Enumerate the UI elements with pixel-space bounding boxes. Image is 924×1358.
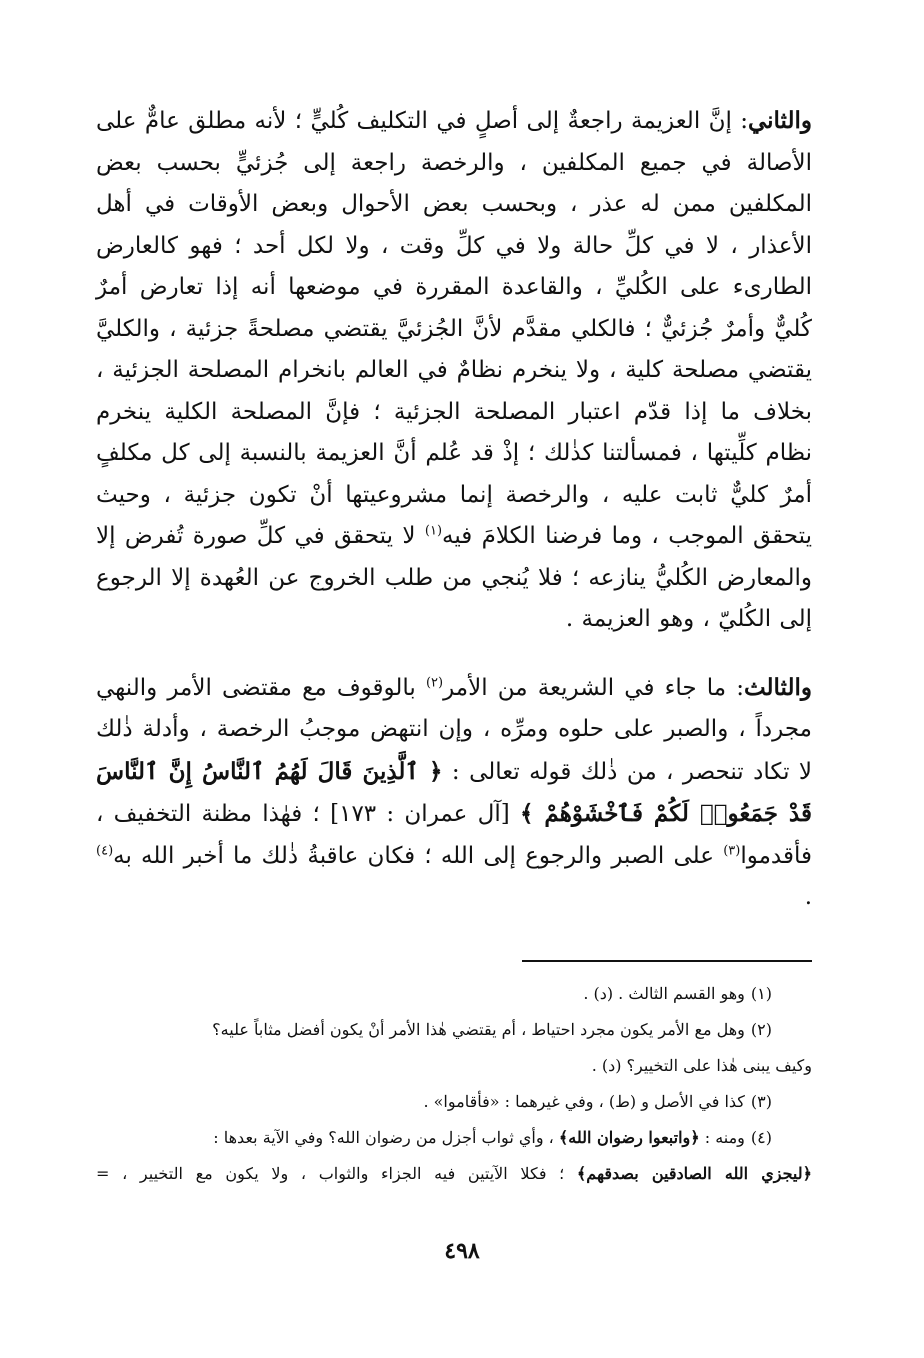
paragraph-second <box>96 100 812 641</box>
footnote-text: وهو القسم الثالث . (د) . <box>583 984 745 1003</box>
quran-verse: ﴿ ٱلَّذِينَ قَالَ لَهُمُ ٱلنَّاسُ إِنَّ ٱلنَّاسَ قَدْ جَمَعُوا۟ لَكُمْ فَٱخْشَوْهُمْ ﴾ <box>96 757 812 827</box>
footnote-ref: (٣) <box>723 842 741 858</box>
paragraph-text: بالوقوف مع مقتضى الأمر والنهي مجرداً ، والصبر على حلوه ومرِّه ، وإن انتهض موجبُ الرخصة ، وأدلة ذٰلك لا تكاد تنحصر ، من ذٰلك قوله تعالى : <box>96 674 812 785</box>
page-number: ٤٩٨ <box>444 1238 480 1264</box>
footnote-number: (٣) <box>750 1092 772 1111</box>
footnote-3 <box>96 1084 812 1120</box>
footnote-text: وهل مع الأمر يكون مجرد احتياط ، أم يقتضي هٰذا الأمر أنْ يكون أفضل مثاباً عليه؟ <box>212 1020 745 1039</box>
footnote-text: كذا في الأصل و (ط) ، وفي غيرهما : «فأقاموا» . <box>423 1092 745 1111</box>
footnote-4 <box>96 1120 812 1156</box>
paragraph-lead: والثالث <box>743 673 812 701</box>
footnote-4-continued <box>96 1156 812 1192</box>
footnote-2-continued <box>96 1048 812 1084</box>
paragraph-text: : إنَّ العزيمة راجعةٌ إلى أصلٍ في التكليف كُليٍّ ؛ لأنه مطلق عامٌّ على الأصالة في جميع المكلفين ، والرخصة راجعة إلى جُزئيٍّ بحسب بعض المكلفين ممن له عذر ، وبحسب بعض الأحوال وبعض الأوقات في أهل الأعذار ، لا في كلِّ حالة ولا في كلِّ وقت ، ولا لكل أحد ؛ فهو كالعارض الطارىء على الكُليِّ ، والقاعدة المقررة في موضعها أنه إذا تعارض أمرٌ كُليٌّ وأمرٌ جُزئيٌّ ؛ فالكلي مقدَّم لأنَّ الجُزئيَّ يقتضي مصلحةً جزئية ، والكليَّ يقتضي مصلحة كلية ، ولا ينخرم نظامٌ في العالم بانخرام المصلحة الجزئية ، بخلاف ما إذا قدّم اعتبار المصلحة الجزئية ؛ فإنَّ المصلحة الكلية ينخرم نظام كلِّيتها ، فمسألتنا كذٰلك ؛ إذْ قد عُلم أنَّ العزيمة بالنسبة إلى كل مكلفٍ أمرٌ كليٌّ ثابت عليه ، والرخصة إنما مشروعيتها أنْ تكون جزئية ، وحيث يتحقق الموجب ، وما فرضنا الكلامَ فيه <box>96 108 812 549</box>
footnotes <box>96 976 812 1192</box>
paragraph-text: : ما جاء في الشريعة من الأمر <box>443 674 744 701</box>
footnote-ref: (١) <box>424 523 443 539</box>
footnote-separator <box>522 960 812 962</box>
footnote-text: وكيف يبنى هٰذا على التخيير؟ (د) . <box>591 1056 812 1075</box>
paragraph-text: على الصبر والرجوع إلى الله ؛ فكان عاقبةُ ذٰلك ما أخبر الله به <box>113 842 724 869</box>
footnote-number: (٤) <box>750 1128 772 1147</box>
footnote-verse: ﴿ليجزي الله الصادقين بصدقهم﴾ <box>576 1164 812 1183</box>
footnote-text: ، وأي ثواب أجزل من رضوان الله؟ وفي الآية بعدها : <box>213 1128 559 1147</box>
footnote-2 <box>96 1012 812 1048</box>
footnote-number: (٢) <box>750 1020 772 1039</box>
paragraph-text: لا يتحقق في كلِّ صورة تُفرض إلا والمعارض الكُليُّ ينازعه ؛ فلا يُنجي من طلب الخروج عن العُهدة إلا الرجوع إلى الكُليّ ، وهو العزيمة . <box>96 523 812 632</box>
paragraph-text: [آل عمران : ١٧٣] ؛ فهٰذا مظنة التخفيف ، فأقدموا <box>96 801 812 869</box>
footnote-ref: (٢) <box>425 674 444 690</box>
footnote-ref: (٤) <box>96 842 114 858</box>
paragraph-third <box>96 667 812 919</box>
footnote-text: ومنه : <box>699 1128 745 1147</box>
footnote-number: (١) <box>750 984 772 1003</box>
paragraph-text: . <box>804 884 812 910</box>
footnote-1 <box>96 976 812 1012</box>
footnote-text: ؛ فكلا الآيتين فيه الجزاء والثواب ، ولا يكون مع التخيير ، = <box>96 1164 577 1183</box>
main-text <box>96 100 812 919</box>
paragraph-lead: والثاني <box>747 107 812 134</box>
footnote-verse: ﴿واتبعوا رضوان الله﴾ <box>558 1128 700 1147</box>
